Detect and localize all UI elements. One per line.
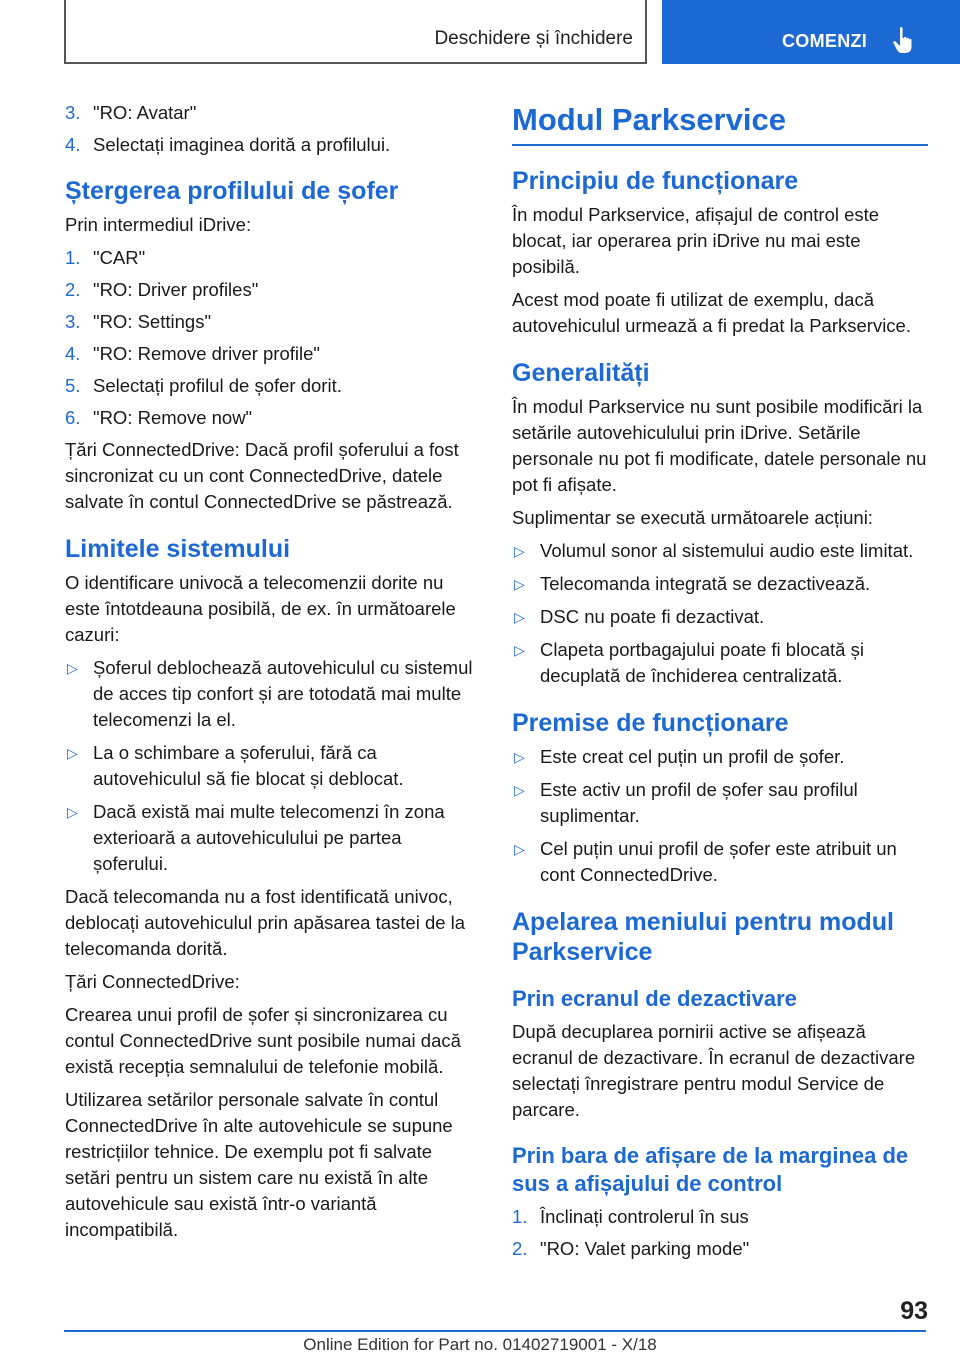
- paragraph-usage: Utilizarea setărilor personale salvate în contul ConnectedDrive în alte autovehicule se supune restricțiilor tehnice. De exemplu pot fi salvate setări pentru un sistem care nu există în alte autovehicule sau există într-o variantă incompatibilă.: [65, 1089, 453, 1240]
- list-item: [512, 777, 928, 829]
- paragraph-unlock: Dacă telecomanda nu a fost identificată univoc, deblocați autovehiculul prin apăsarea tastei de la telecomanda dorită.: [65, 886, 466, 959]
- paragraph-via-idrive: Prin intermediul iDrive:: [65, 214, 252, 235]
- list-item: [512, 1204, 928, 1230]
- step-text: Selectați imaginea dorită a profilului.: [93, 134, 391, 155]
- step-number: 4.: [65, 343, 81, 364]
- paragraph-countries: Țări ConnectedDrive:: [65, 971, 240, 992]
- step-number: 1.: [65, 247, 81, 268]
- limits-bullets: [65, 655, 477, 877]
- bullet-text: Șoferul deblochează autovehiculul cu sistemul de acces tip confort și are totodată mai multe telecomenzi la el.: [93, 657, 473, 730]
- triangle-bullet-icon: ▷: [514, 576, 525, 592]
- step-number: 3.: [65, 311, 81, 332]
- bullet-text: DSC nu poate fi dezactivat.: [540, 606, 765, 627]
- list-item: [65, 740, 477, 792]
- heading-delete-profile: Ștergerea profilului de șofer: [65, 177, 399, 205]
- step-number: 1.: [512, 1206, 528, 1227]
- left-column: [65, 100, 477, 1250]
- bullet-text: Dacă există mai multe telecomenzi în zona exterioară a autovehiculului pe partea șoferului.: [93, 801, 445, 874]
- bullet-text: Telecomanda integrată se dezactivează.: [540, 573, 871, 594]
- heading-premises: Premise de funcționare: [512, 709, 789, 737]
- list-item: [65, 373, 477, 399]
- step-number: 6.: [65, 407, 81, 428]
- bullet-text: Clapeta portbagajului poate fi blocată și decuplată de închiderea centralizată.: [540, 639, 864, 686]
- list-item: [512, 836, 928, 888]
- step-text: "RO: Settings": [93, 311, 212, 332]
- general-bullets: [512, 538, 928, 689]
- bullet-text: Este creat cel puțin un profil de șofer.: [540, 746, 845, 767]
- paragraph-limits: O identificare univocă a telecomenzii dorite nu este întotdeauna posibilă, de ex. în următoarele cazuri:: [65, 572, 456, 645]
- chapter-tab-label: COMENZI: [782, 31, 868, 51]
- section-title: Deschidere și închidere: [434, 28, 633, 49]
- heading-status-bar: Prin bara de afișare de la marginea de sus a afișajului de control: [512, 1143, 909, 1196]
- list-item: [65, 277, 477, 303]
- list-item: [65, 655, 477, 733]
- paragraph-general: În modul Parkservice nu sunt posibile modificări la setările autovehiculului prin iDrive. Setările personale nu pot fi modificate, datele personale nu pot fi afișate.: [512, 396, 927, 495]
- triangle-bullet-icon: ▷: [67, 804, 78, 820]
- list-item: [512, 637, 928, 689]
- step-number: 3.: [65, 102, 81, 123]
- page-number: 93: [900, 1297, 928, 1325]
- page-title: Modul Parkservice: [512, 102, 786, 137]
- triangle-bullet-icon: ▷: [514, 543, 525, 559]
- step-number: 2.: [512, 1238, 528, 1259]
- right-column: [512, 100, 928, 1268]
- footer-edition-text: Online Edition for Part no. 01402719001 - X/18: [303, 1335, 657, 1354]
- paragraph-principle-2: Acest mod poate fi utilizat de exemplu, dacă autovehiculul urmează a fi predat la Parkservice.: [512, 289, 911, 336]
- triangle-bullet-icon: ▷: [514, 841, 525, 857]
- heading-system-limits: Limitele sistemului: [65, 535, 291, 563]
- triangle-bullet-icon: ▷: [514, 782, 525, 798]
- delete-steps: [65, 245, 477, 431]
- list-item: [512, 571, 928, 597]
- heading-deactivation-screen: Prin ecranul de dezactivare: [512, 986, 797, 1011]
- heading-menu: Apelarea meniului pentru modul Parkservice: [512, 908, 894, 966]
- list-item: [512, 604, 928, 630]
- bullet-text: La o schimbare a șoferului, fără ca autovehiculul să fie blocat și deblocat.: [93, 742, 404, 789]
- paragraph-principle-1: În modul Parkservice, afișajul de control este blocat, iar operarea prin iDrive nu mai este posibilă.: [512, 204, 880, 277]
- list-item: [65, 405, 477, 431]
- step-text: "RO: Driver profiles": [93, 279, 259, 300]
- premises-bullets: [512, 744, 928, 888]
- paragraph-additional: Suplimentar se execută următoarele acțiuni:: [512, 507, 873, 528]
- step-number: 5.: [65, 375, 81, 396]
- step-number: 4.: [65, 134, 81, 155]
- status-bar-steps: [512, 1204, 928, 1262]
- list-item: [65, 132, 477, 158]
- list-item: [65, 799, 477, 877]
- step-text: "RO: Avatar": [93, 102, 197, 123]
- bullet-text: Cel puțin unui profil de șofer este atribuit un cont ConnectedDrive.: [540, 838, 897, 885]
- triangle-bullet-icon: ▷: [514, 609, 525, 625]
- triangle-bullet-icon: ▷: [514, 749, 525, 765]
- bullet-text: Volumul sonor al sistemului audio este limitat.: [540, 540, 914, 561]
- step-text: Înclinați controlerul în sus: [540, 1206, 749, 1227]
- avatar-steps: [65, 100, 477, 158]
- paragraph-deactivation-screen: După decuplarea pornirii active se afișează ecranul de dezactivare. În ecranul de dezactivare selectați înregistrare pentru modul Service de parcare.: [512, 1021, 916, 1120]
- pointing-hand-icon: [892, 26, 918, 54]
- title-block: [512, 100, 928, 146]
- step-text: Selectați profilul de șofer dorit.: [93, 375, 342, 396]
- step-text: "RO: Remove now": [93, 407, 253, 428]
- list-item: [65, 341, 477, 367]
- step-text: "CAR": [93, 247, 146, 268]
- page-header: [0, 0, 960, 66]
- heading-principle: Principiu de funcționare: [512, 167, 799, 195]
- bullet-text: Este activ un profil de șofer sau profilul suplimentar.: [540, 779, 858, 826]
- footer-divider: [64, 1330, 926, 1332]
- list-item: [512, 744, 928, 770]
- section-header-box: [64, 0, 647, 64]
- step-text: "RO: Valet parking mode": [540, 1238, 750, 1259]
- triangle-bullet-icon: ▷: [514, 642, 525, 658]
- step-number: 2.: [65, 279, 81, 300]
- paragraph-connected-drive: Țări ConnectedDrive: Dacă profil șoferului a fost sincronizat cu un cont ConnectedDrive, datele salvate în contul ConnectedDrive se păstrează.: [65, 439, 459, 512]
- step-text: "RO: Remove driver profile": [93, 343, 320, 364]
- list-item: [65, 245, 477, 271]
- heading-general: Generalități: [512, 359, 650, 387]
- triangle-bullet-icon: ▷: [67, 745, 78, 761]
- triangle-bullet-icon: ▷: [67, 660, 78, 676]
- list-item: [512, 538, 928, 564]
- paragraph-create-profile: Crearea unui profil de șofer și sincronizarea cu contul ConnectedDrive sunt posibile numai dacă există recepția semnalului de telefonie mobilă.: [65, 1004, 461, 1077]
- list-item: [65, 309, 477, 335]
- list-item: [65, 100, 477, 126]
- list-item: [512, 1236, 928, 1262]
